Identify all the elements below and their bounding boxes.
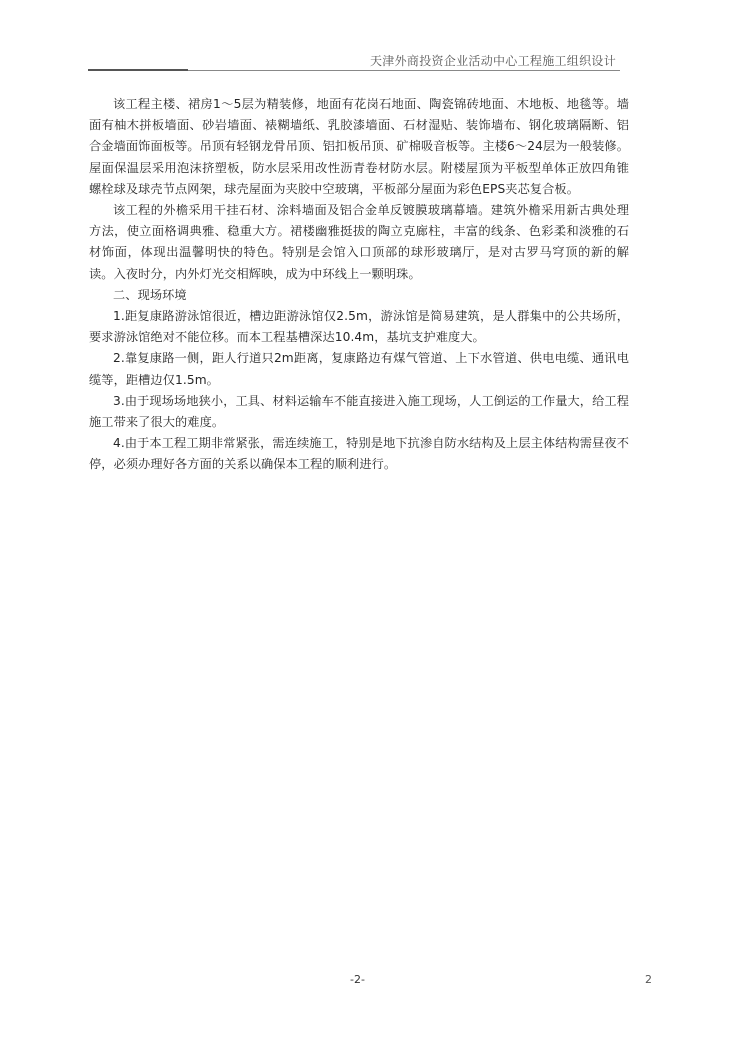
list-item-4: 4.由于本工程工期非常紧张，需连续施工，特别是地下抗渗自防水结构及上层主体结构需昼夜不停，必须办理好各方面的关系以确保本工程的顺利进行。: [89, 436, 629, 472]
header-divider: [88, 70, 620, 71]
paragraph-decoration: 该工程主楼、裙房1～5层为精装修，地面有花岗石地面、陶瓷锦砖地面、木地板、地毯等。墙面有柚木拼板墙面、砂岩墙面、裱糊墙纸、乳胶漆墙面、石材湿贴、装饰墙布、钢化玻璃隔断、铝合金墙面饰面板等。吊顶有轻钢龙骨吊顶、铝扣板吊顶、矿棉吸音板等。主楼6～24层为一般装修。屋面保温层采用泡沫挤塑板，防水层采用改性沥青卷材防水层。附楼屋顶为平板型单体正放四角锥螺栓球及球壳节点网架，球壳屋面为夹胶中空玻璃，平板部分屋面为彩色EPS夹芯复合板。: [89, 97, 629, 196]
document-body: [89, 94, 629, 476]
paragraph-facade: 该工程的外檐采用干挂石材、涂料墙面及铝合金单反镀膜玻璃幕墙。建筑外檐采用新古典处理方法，使立面格调典雅、稳重大方。裙楼幽雅挺拔的陶立克廊柱，丰富的线条、色彩柔和淡雅的石材饰面，体现出温馨明快的特色。特别是会馆入口顶部的球形玻璃厅，是对古罗马穹顶的新的解读。入夜时分，内外灯光交相辉映，成为中环线上一颗明珠。: [89, 203, 629, 281]
footer-page-number: 2: [645, 973, 652, 986]
list-item-1: 1.距复康路游泳馆很近，槽边距游泳馆仅2.5m，游泳馆是简易建筑，是人群集中的公共场所，要求游泳馆绝对不能位移。而本工程基槽深达10.4m，基坑支护难度大。: [89, 309, 629, 345]
section-heading-site-environment: 二、现场环境: [113, 287, 187, 302]
footer-page-label: -2-: [350, 973, 365, 986]
list-item-2: 2.靠复康路一侧，距人行道只2m距离，复康路边有煤气管道、上下水管道、供电电缆、通讯电缆等，距槽边仅1.5m。: [89, 351, 629, 387]
list-item-3: 3.由于现场场地狭小，工具、材料运输车不能直接进入施工现场，人工倒运的工作量大，给工程施工带来了很大的难度。: [89, 393, 629, 430]
document-header-title: 天津外商投资企业活动中心工程施工组织设计: [370, 54, 617, 68]
